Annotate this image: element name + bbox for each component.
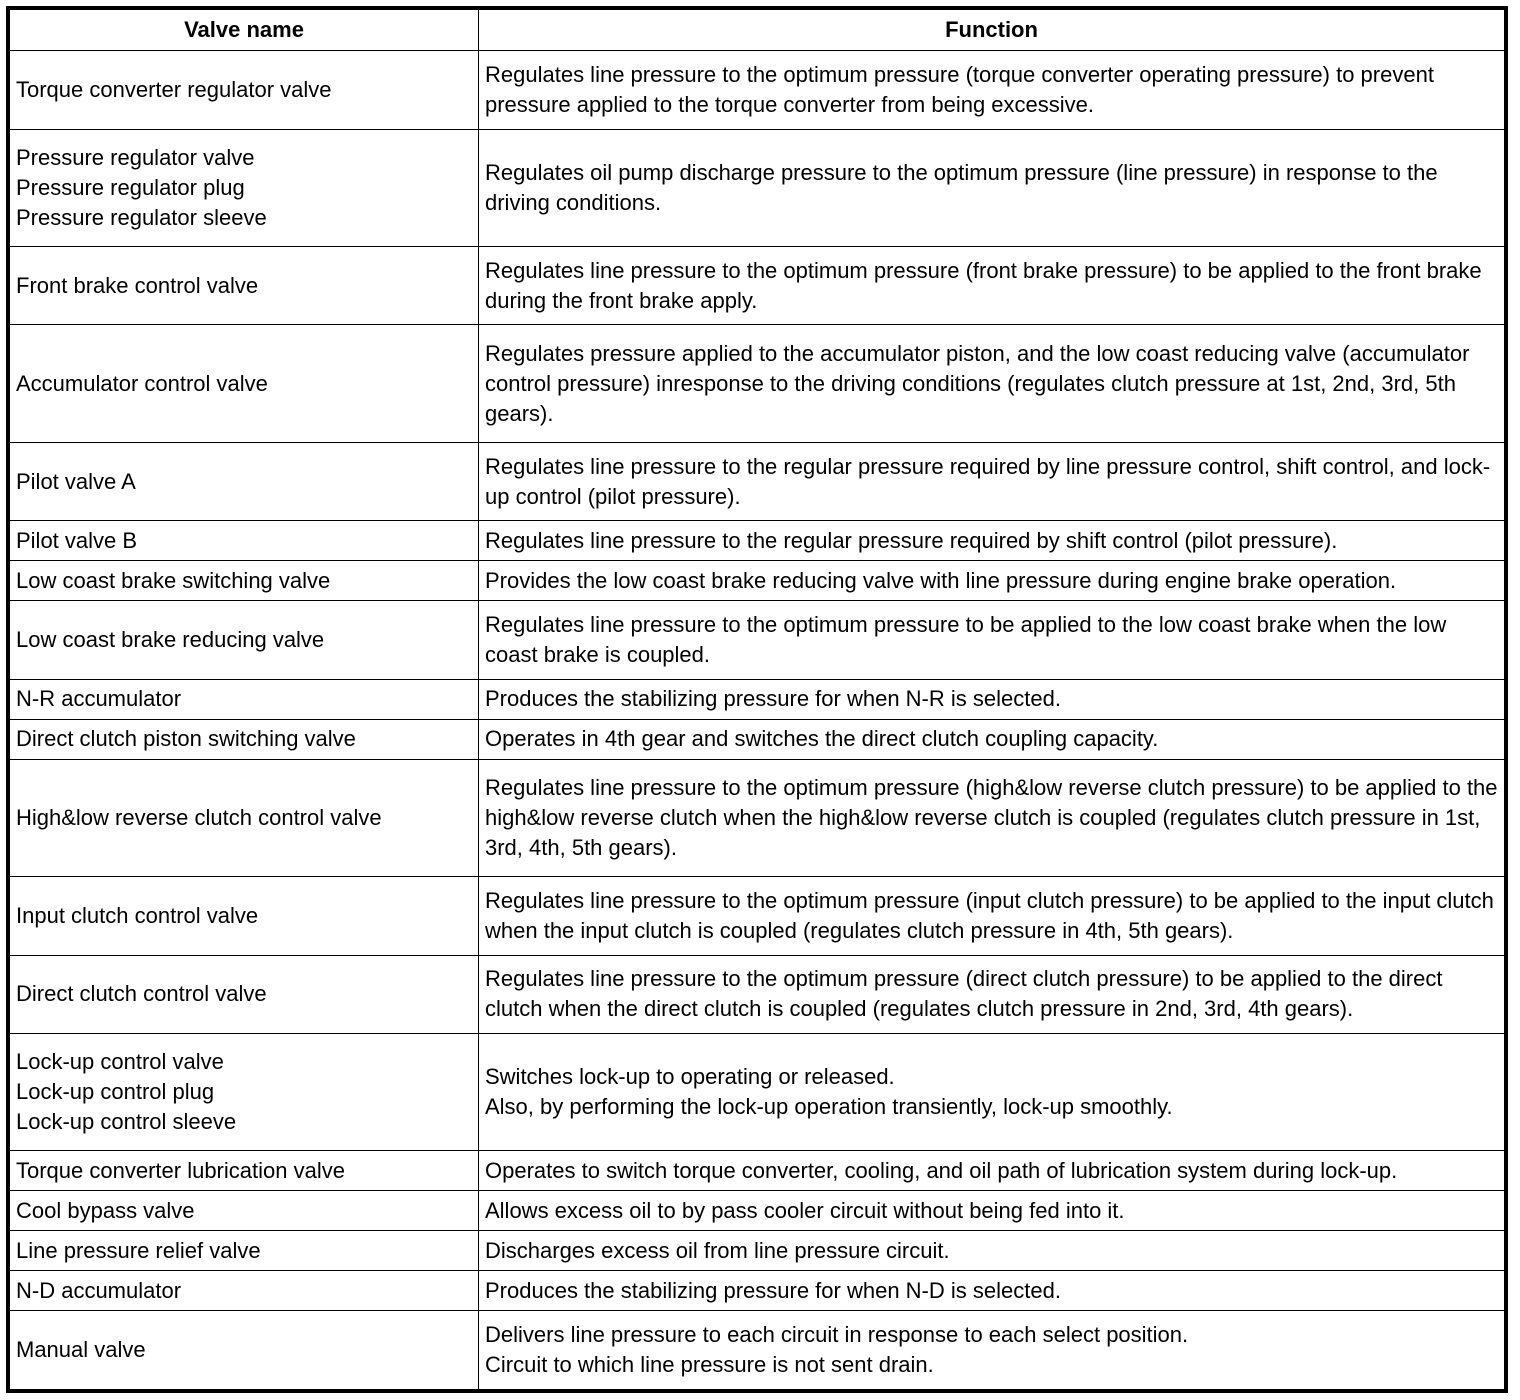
valve-name-cell — [10, 601, 479, 680]
valve-name-cell — [10, 1271, 479, 1311]
table-header-row — [10, 10, 1505, 51]
table-row — [10, 1034, 1505, 1151]
function-cell — [479, 561, 1505, 601]
valve-name: N-D accumulator — [16, 1277, 182, 1303]
valve-name: Torque converter regulator valve — [16, 76, 332, 102]
valve-name-cell — [10, 521, 479, 561]
valve-name-cell — [10, 561, 479, 601]
valve-name: Cool bypass valve — [16, 1197, 195, 1223]
function-cell — [479, 679, 1505, 719]
table-row — [10, 325, 1505, 442]
valve-name: Lock-up control plug — [16, 1079, 215, 1105]
function-cell — [479, 521, 1505, 561]
function-cell — [479, 1231, 1505, 1271]
valve-name: Input clutch control valve — [16, 902, 259, 928]
function-text: Regulates line pressure to the optimum pressure to be applied to the low coast brake when the low coast brake is coupled. — [485, 612, 1447, 668]
valve-name: Low coast brake reducing valve — [16, 627, 325, 653]
function-text: Produces the stabilizing pressure for when N-R is selected. — [485, 686, 1061, 712]
function-text: Provides the low coast brake reducing valve with line pressure during engine brake operation. — [485, 567, 1397, 593]
function-text: Allows excess oil to by pass cooler circuit without being fed into it. — [485, 1197, 1125, 1223]
valve-name: Direct clutch piston switching valve — [16, 726, 356, 752]
valve-name: Direct clutch control valve — [16, 981, 267, 1007]
table-row — [10, 1271, 1505, 1311]
table-row — [10, 719, 1505, 759]
table-row — [10, 129, 1505, 246]
table-row — [10, 955, 1505, 1034]
valve-name: Pressure regulator sleeve — [16, 204, 267, 230]
function-cell — [479, 876, 1505, 955]
valve-name-cell — [10, 325, 479, 442]
function-text: Switches lock-up to operating or released. — [485, 1064, 895, 1090]
valve-name-cell — [10, 719, 479, 759]
table-row — [10, 561, 1505, 601]
function-cell — [479, 1191, 1505, 1231]
function-cell — [479, 51, 1505, 130]
function-text: Operates to switch torque converter, cooling, and oil path of lubrication system during lock-up. — [485, 1157, 1398, 1183]
valve-function-table-frame — [6, 6, 1508, 1393]
valve-name-cell — [10, 129, 479, 246]
table-row — [10, 1231, 1505, 1271]
function-text: Produces the stabilizing pressure for when N-D is selected. — [485, 1277, 1061, 1303]
valve-name: Accumulator control valve — [16, 370, 268, 396]
function-cell — [479, 1311, 1505, 1390]
function-text: Operates in 4th gear and switches the direct clutch coupling capacity. — [485, 726, 1159, 752]
function-cell — [479, 955, 1505, 1034]
table-row — [10, 442, 1505, 521]
table-row — [10, 246, 1505, 325]
table-row — [10, 521, 1505, 561]
function-text: Also, by performing the lock-up operation transiently, lock-up smoothly. — [485, 1094, 1173, 1120]
valve-name-cell — [10, 1231, 479, 1271]
valve-name: Line pressure relief valve — [16, 1237, 261, 1263]
function-text: Regulates line pressure to the regular pressure required by line pressure control, shift control, and lock-up control (pilot pressure). — [485, 453, 1491, 509]
valve-name: Lock-up control valve — [16, 1049, 224, 1075]
function-text: Regulates line pressure to the optimum pressure (high&low reverse clutch pressure) to be applied to the high&low reverse clutch when the high&low reverse clutch is coupled (regulates clutch pressure in 1st, 3rd, 4th, 5th gears). — [485, 774, 1498, 860]
valve-name: Pilot valve B — [16, 527, 138, 553]
valve-name-cell — [10, 955, 479, 1034]
valve-name: Low coast brake switching valve — [16, 567, 331, 593]
function-cell — [479, 1034, 1505, 1151]
valve-name-cell — [10, 1191, 479, 1231]
valve-name-cell — [10, 51, 479, 130]
valve-name-cell — [10, 1034, 479, 1151]
function-text: Delivers line pressure to each circuit in response to each select position. — [485, 1322, 1189, 1348]
valve-name: Front brake control valve — [16, 272, 259, 298]
function-cell — [479, 719, 1505, 759]
function-text: Circuit to which line pressure is not sent drain. — [485, 1352, 934, 1378]
valve-function-table — [9, 9, 1505, 1390]
function-text: Regulates pressure applied to the accumulator piston, and the low coast reducing valve (accumulator control pressure) inresponse to the driving conditions (regulates clutch pressure at 1st, 2nd, 3rd, 5th gears). — [485, 340, 1470, 426]
header-valve-name: Valve name — [10, 10, 479, 51]
function-cell — [479, 759, 1505, 876]
function-text: Regulates line pressure to the optimum pressure (torque converter operating pressure) to prevent pressure applied to the torque converter from being excessive. — [485, 61, 1434, 117]
table-row — [10, 759, 1505, 876]
function-cell — [479, 325, 1505, 442]
function-text: Regulates line pressure to the optimum pressure (front brake pressure) to be applied to the front brake during the front brake apply. — [485, 257, 1482, 313]
table-row — [10, 1311, 1505, 1390]
function-text: Regulates line pressure to the optimum pressure (direct clutch pressure) to be applied to the direct clutch when the direct clutch is coupled (regulates clutch pressure in 2nd, 3rd, 4th gears). — [485, 966, 1443, 1022]
valve-name: High&low reverse clutch control valve — [16, 804, 382, 830]
table-row — [10, 679, 1505, 719]
function-text: Regulates line pressure to the optimum pressure (input clutch pressure) to be applied to the input clutch when the input clutch is coupled (regulates clutch pressure in 4th, 5th gears). — [485, 887, 1494, 943]
function-cell — [479, 129, 1505, 246]
valve-name-cell — [10, 876, 479, 955]
function-cell — [479, 601, 1505, 680]
function-text: Regulates oil pump discharge pressure to the optimum pressure (line pressure) in response to the driving conditions. — [485, 159, 1438, 215]
valve-name: Lock-up control sleeve — [16, 1109, 237, 1135]
valve-name: Pressure regulator plug — [16, 174, 245, 200]
valve-name-cell — [10, 759, 479, 876]
header-function: Function — [479, 10, 1505, 51]
valve-name: Manual valve — [16, 1337, 146, 1363]
valve-name-cell — [10, 1151, 479, 1191]
table-row — [10, 1191, 1505, 1231]
function-cell — [479, 1271, 1505, 1311]
valve-name-cell — [10, 679, 479, 719]
table-row — [10, 601, 1505, 680]
function-text: Discharges excess oil from line pressure circuit. — [485, 1237, 950, 1263]
table-row — [10, 876, 1505, 955]
valve-name: N-R accumulator — [16, 686, 182, 712]
valve-name: Pilot valve A — [16, 468, 136, 494]
table-row — [10, 1151, 1505, 1191]
valve-name: Torque converter lubrication valve — [16, 1157, 345, 1183]
function-cell — [479, 1151, 1505, 1191]
valve-name: Pressure regulator valve — [16, 144, 255, 170]
function-cell — [479, 246, 1505, 325]
valve-name-cell — [10, 246, 479, 325]
valve-name-cell — [10, 442, 479, 521]
valve-name-cell — [10, 1311, 479, 1390]
function-cell — [479, 442, 1505, 521]
table-row — [10, 51, 1505, 130]
table-body — [10, 51, 1505, 1390]
function-text: Regulates line pressure to the regular pressure required by shift control (pilot pressure). — [485, 527, 1338, 553]
